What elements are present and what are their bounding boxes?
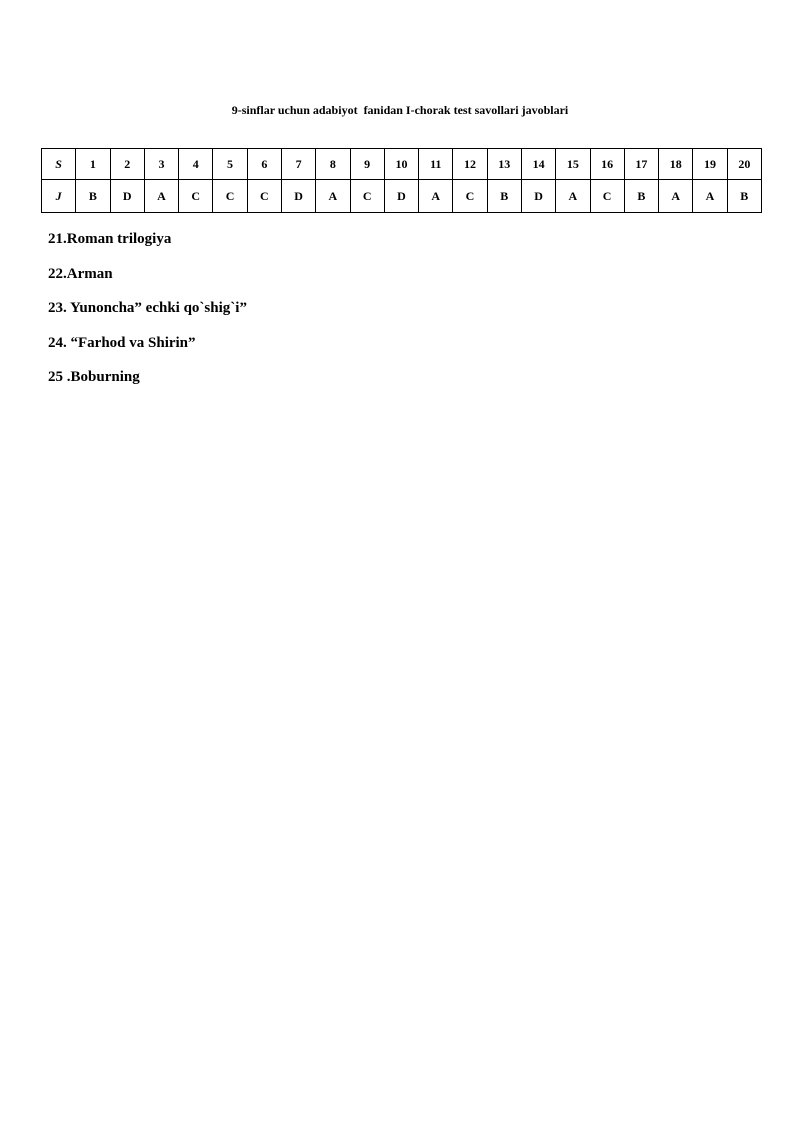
question-number-cell: 4 <box>179 149 213 180</box>
answer-cell: A <box>659 180 693 213</box>
question-number-cell: 10 <box>384 149 418 180</box>
question-number-cell: 16 <box>590 149 624 180</box>
list-item: 21.Roman trilogiya <box>48 231 172 247</box>
list-item: 23. Yunoncha” echki qo`shig`i” <box>48 300 247 316</box>
answer-cell: C <box>179 180 213 213</box>
question-number-cell: 9 <box>350 149 384 180</box>
answer-row <box>42 180 762 213</box>
answer-cell: C <box>213 180 247 213</box>
row-label-s: S <box>42 149 76 180</box>
list-item: 22.Arman <box>48 265 113 282</box>
answer-cell: C <box>350 180 384 213</box>
question-number-cell: 6 <box>247 149 281 180</box>
document-title: 9-sinflar uchun adabiyot fanidan I-chorak test savollari javoblari <box>231 103 569 117</box>
question-number-cell: 12 <box>453 149 487 180</box>
question-number-cell: 15 <box>556 149 590 180</box>
row-label-j: J <box>42 180 76 213</box>
question-number-cell: 17 <box>624 149 658 180</box>
answer-cell: A <box>693 180 727 213</box>
question-number-cell: 20 <box>727 149 761 180</box>
list-item: 25 .Boburning <box>48 369 140 385</box>
answer-cell: A <box>419 180 453 213</box>
question-number-cell: 11 <box>419 149 453 180</box>
question-number-cell: 3 <box>144 149 178 180</box>
answer-cell: D <box>521 180 555 213</box>
answer-cell: D <box>281 180 315 213</box>
question-number-cell: 1 <box>76 149 110 180</box>
answer-cell: C <box>247 180 281 213</box>
answer-cell: D <box>110 180 144 213</box>
answer-cell: C <box>590 180 624 213</box>
answer-cell: B <box>76 180 110 213</box>
answer-cell: B <box>727 180 761 213</box>
question-number-cell: 8 <box>316 149 350 180</box>
open-answers-list <box>48 229 247 402</box>
question-number-cell: 5 <box>213 149 247 180</box>
answer-key-table <box>41 148 762 213</box>
question-number-cell: 2 <box>110 149 144 180</box>
answer-cell: D <box>384 180 418 213</box>
question-number-cell: 14 <box>521 149 555 180</box>
answer-cell: A <box>556 180 590 213</box>
question-number-row <box>42 149 762 180</box>
answer-cell: C <box>453 180 487 213</box>
answer-cell: B <box>624 180 658 213</box>
answer-cell: A <box>316 180 350 213</box>
answer-cell: B <box>487 180 521 213</box>
question-number-cell: 19 <box>693 149 727 180</box>
question-number-cell: 7 <box>281 149 315 180</box>
question-number-cell: 13 <box>487 149 521 180</box>
list-item: 24. “Farhod va Shirin” <box>48 334 196 351</box>
answer-cell: A <box>144 180 178 213</box>
question-number-cell: 18 <box>659 149 693 180</box>
